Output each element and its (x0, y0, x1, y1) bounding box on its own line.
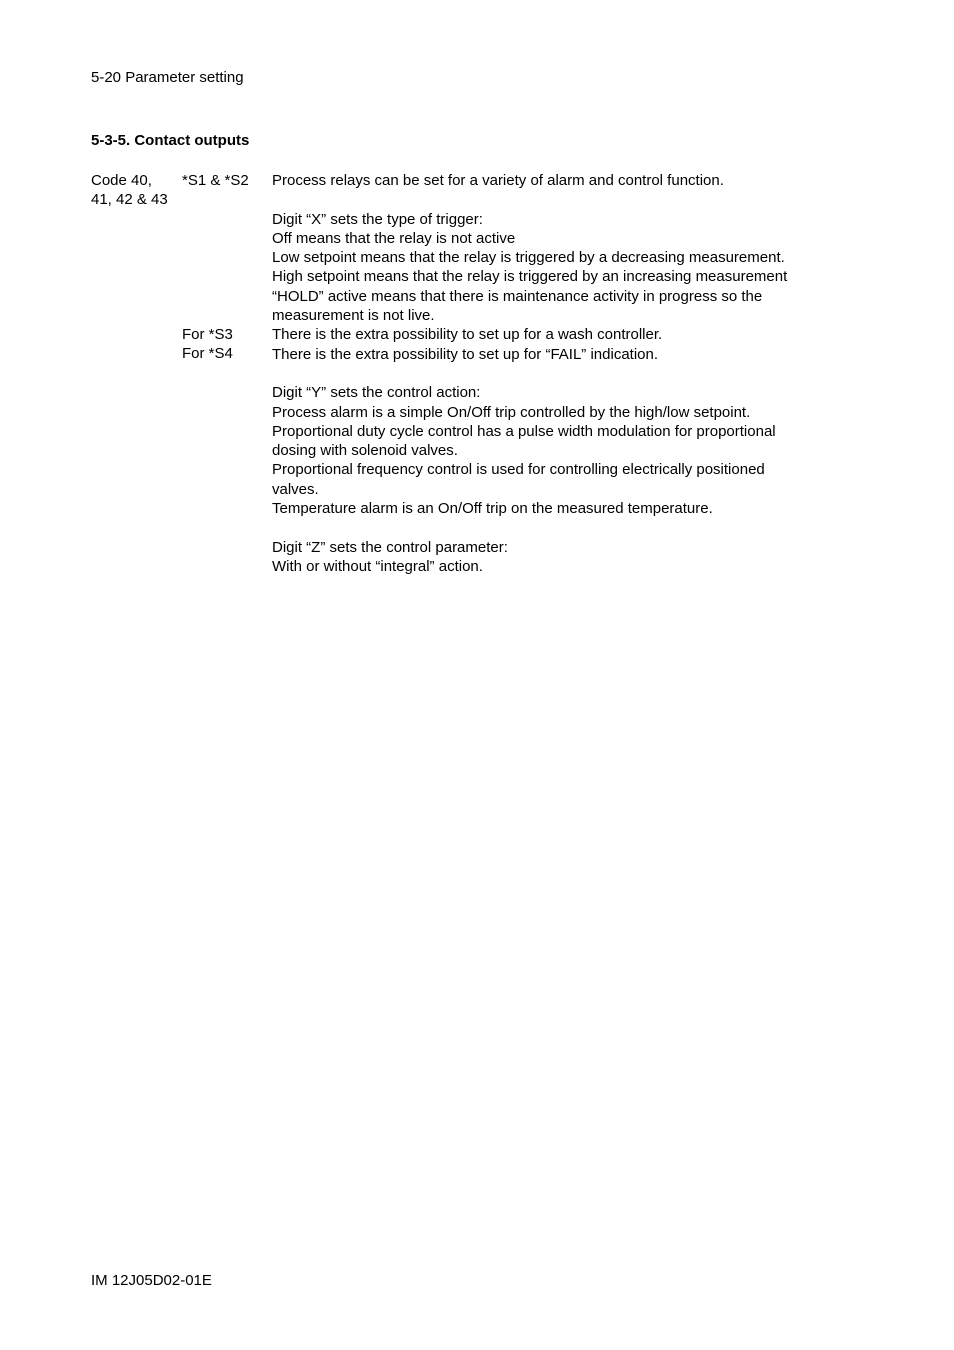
digit-y-process: Process alarm is a simple On/Off trip controlled by the high/low setpoint. (272, 403, 751, 421)
code-line-1: Code 40, (91, 172, 152, 189)
label-s4: For *S4 (182, 345, 233, 362)
label-s3: For *S3 (182, 326, 233, 343)
digit-x-off: Off means that the relay is not active (272, 229, 516, 247)
digit-x-high: High setpoint means that the relay is triggered by an increasing measurement (272, 268, 788, 286)
digit-x-low: Low setpoint means that the relay is triggered by a decreasing measurement. (272, 249, 785, 267)
label-s1-s2: *S1 & *S2 (182, 172, 249, 189)
digit-y-duty-line-2: dosing with solenoid valves. (272, 442, 458, 460)
digit-y-temp: Temperature alarm is an On/Off trip on the measured temperature. (272, 500, 713, 518)
digit-x-hold-line-1: “HOLD” active means that there is maintenance activity in progress so the (272, 287, 763, 305)
page-footer: IM 12J05D02-01E (91, 1272, 212, 1289)
code-cell (91, 171, 168, 210)
s4-text: There is the extra possibility to set up for “FAIL” indication. (272, 345, 659, 363)
section-title: 5-3-5. Contact outputs (91, 132, 250, 149)
digit-y-title: Digit “Y” sets the control action: (272, 384, 481, 402)
description-column (272, 171, 872, 576)
page-header: 5-20 Parameter setting (91, 69, 244, 86)
intro-text: Process relays can be set for a variety of alarm and control function. (272, 172, 724, 189)
digit-x-title: Digit “X” sets the type of trigger: (272, 210, 483, 228)
digit-z-title: Digit “Z” sets the control parameter: (272, 538, 508, 556)
digit-y-duty-line-1: Proportional duty cycle control has a pulse width modulation for proportional (272, 422, 776, 440)
digit-z-integral: With or without “integral” action. (272, 557, 483, 575)
digit-x-hold-line-2: measurement is not live. (272, 307, 435, 325)
digit-y-freq-line-1: Proportional frequency control is used for controlling electrically positioned (272, 461, 765, 479)
s3-text: There is the extra possibility to set up for a wash controller. (272, 326, 663, 344)
code-line-2: 41, 42 & 43 (91, 191, 168, 209)
digit-y-freq-line-2: valves. (272, 480, 319, 498)
